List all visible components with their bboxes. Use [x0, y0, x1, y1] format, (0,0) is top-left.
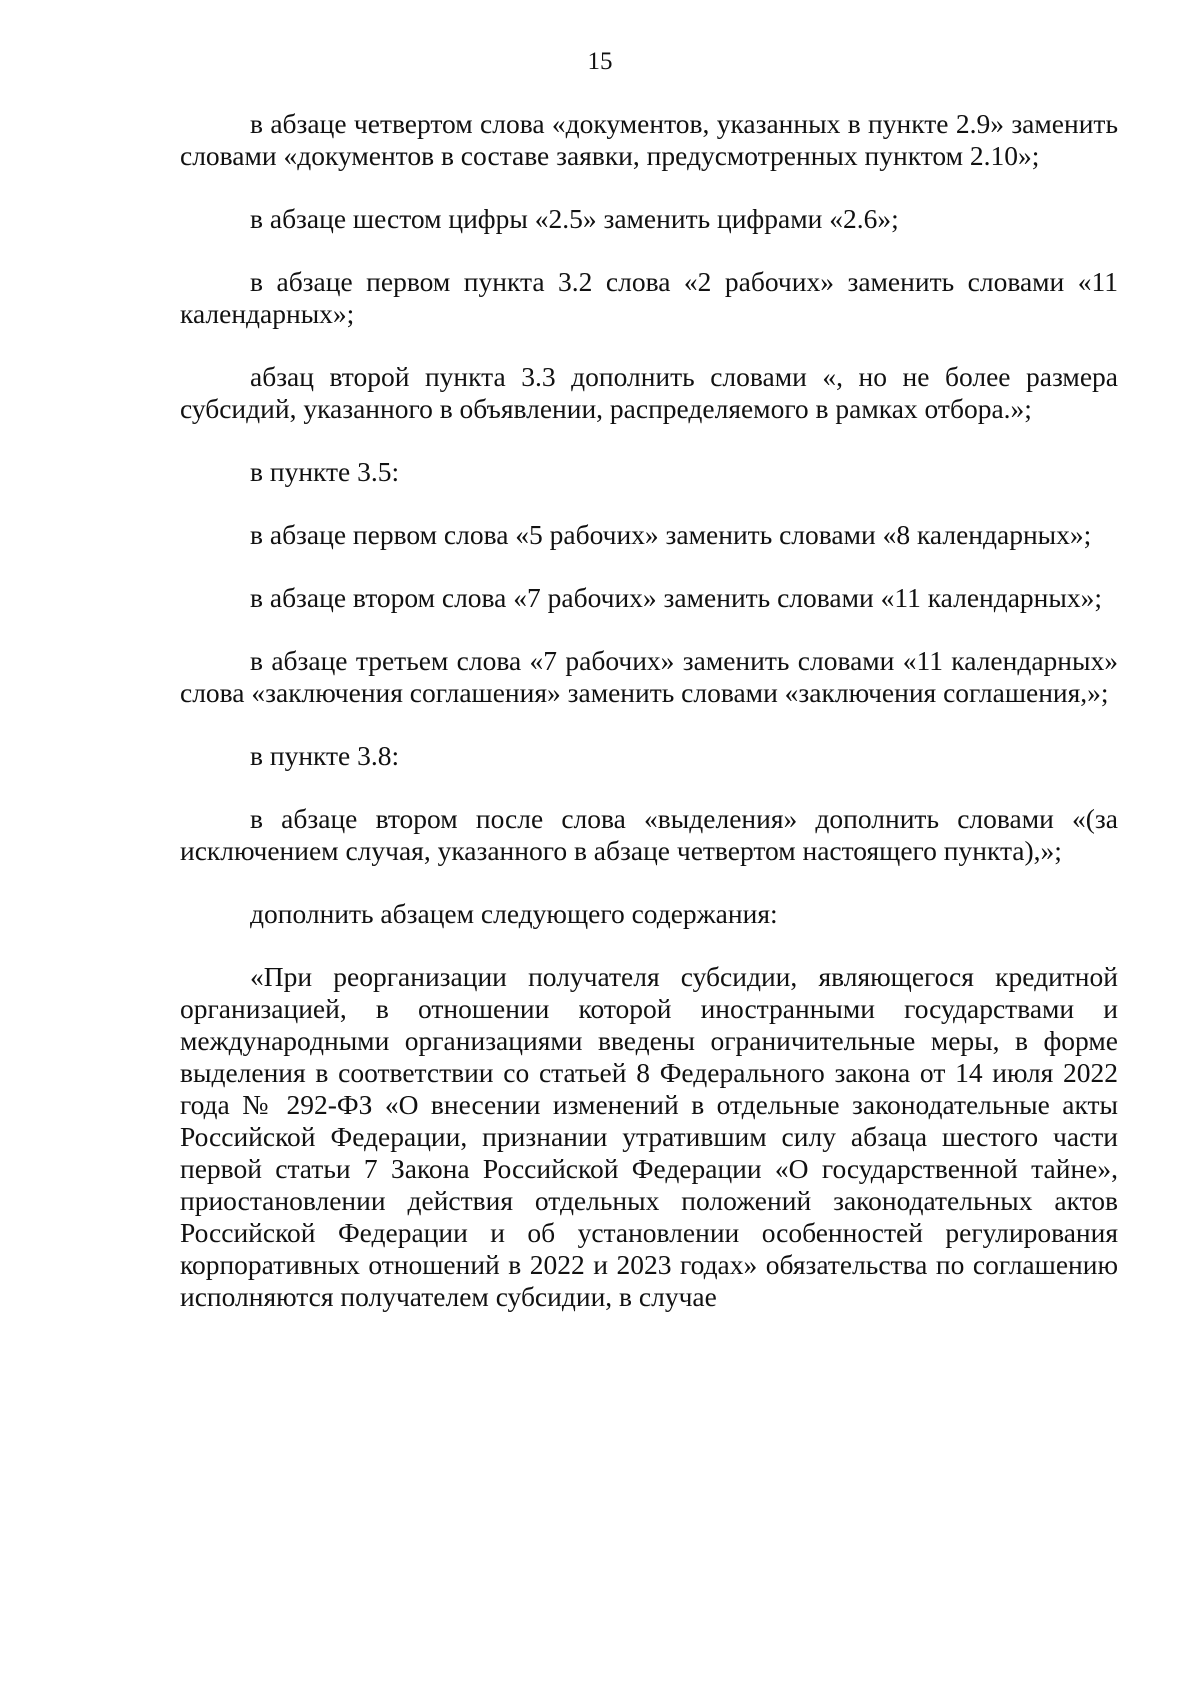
paragraph-8: в абзаце третьем слова «7 рабочих» заменить словами «11 календарных» слова «заключения соглашения» заменить словами «заключения соглашения,»; — [180, 645, 1118, 708]
paragraph-3: в абзаце первом пункта 3.2 слова «2 рабочих» заменить словами «11 календарных»; — [180, 266, 1118, 329]
document-body — [180, 108, 1118, 1313]
paragraph-2: в абзаце шестом цифры «2.5» заменить цифрами «2.6»; — [250, 203, 899, 234]
paragraph-5: в пункте 3.5: — [250, 456, 400, 487]
paragraph-9: в пункте 3.8: — [250, 740, 400, 771]
paragraph-12: «При реорганизации получателя субсидии, являющегося кредитной организацией, в отношении которой иностранными государствами и международными организациями введены ограничительные меры, в форме выделения в соответствии со статьей 8 Федерального закона от 14 июля 2022 года № 292-ФЗ «О внесении изменений в отдельные законодательные акты Российской Федерации, признании утратившим силу абзаца шестого части первой статьи 7 Закона Российской Федерации «О государственной тайне», приостановлении действия отдельных положений законодательных актов Российской Федерации и об установлении особенностей регулирования корпоративных отношений в 2022 и 2023 годах» обязательства по соглашению исполняются получателем субсидии, в случае — [180, 961, 1118, 1312]
paragraph-6: в абзаце первом слова «5 рабочих» заменить словами «8 календарных»; — [250, 519, 1092, 550]
paragraph-7: в абзаце втором слова «7 рабочих» заменить словами «11 календарных»; — [250, 582, 1103, 613]
paragraph-4: абзац второй пункта 3.3 дополнить словами «, но не более размера субсидий, указанного в объявлении, распределяемого в рамках отбора.»; — [180, 361, 1118, 424]
paragraph-10: в абзаце втором после слова «выделения» дополнить словами «(за исключением случая, указанного в абзаце четвертом настоящего пункта),»; — [180, 803, 1118, 866]
paragraph-1: в абзаце четвертом слова «документов, указанных в пункте 2.9» заменить словами «документов в составе заявки, предусмотренных пунктом 2.10»; — [180, 108, 1118, 171]
paragraph-11: дополнить абзацем следующего содержания: — [250, 898, 778, 929]
page-number: 15 — [587, 48, 613, 75]
